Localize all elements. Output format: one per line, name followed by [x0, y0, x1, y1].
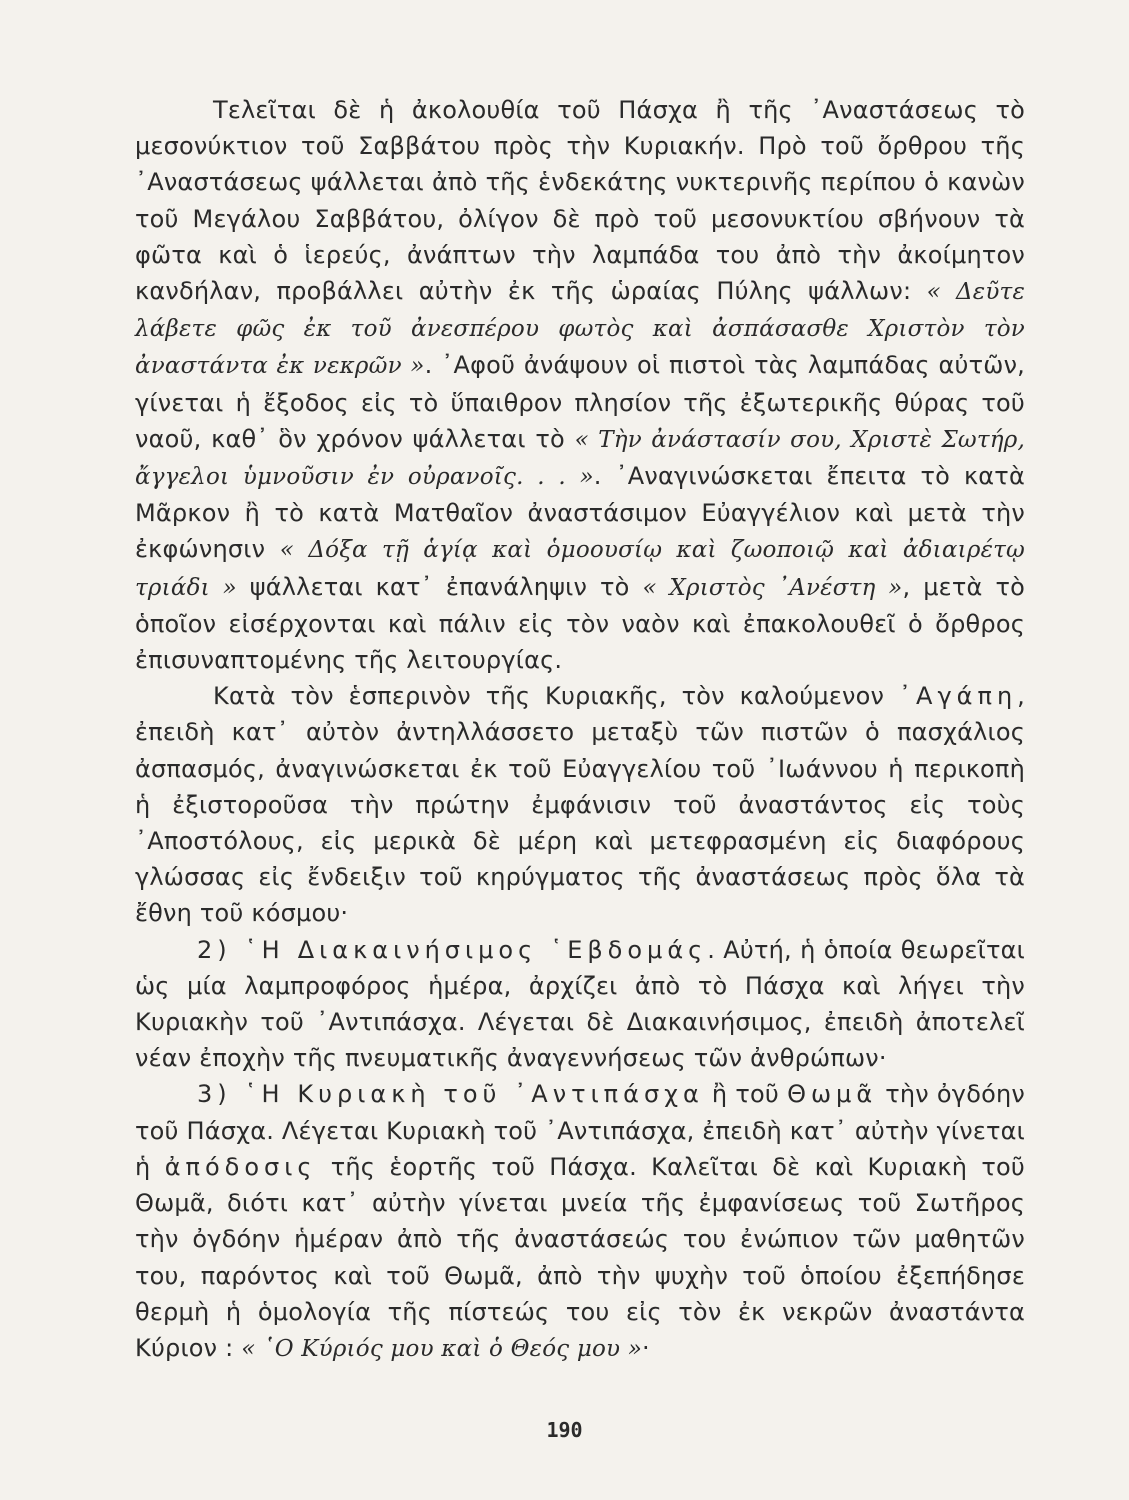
spaced-term-antipascha: ῾Η Κυριακὴ τοῦ ᾿Αντιπάσχα	[244, 1080, 704, 1109]
body-text	[135, 92, 1025, 1367]
text-run: τὴν ὀγδόην τοῦ Πάσχα. Λέγεται Κυριακὴ τοῦ ᾿Αντιπάσχα, ἐπειδὴ κατ᾿ αὐτὴν γίνεται ἡ	[135, 1080, 1025, 1181]
spaced-term-diakainisimos: ῾Η Διακαινήσιμος ῾Εβδομάς	[244, 935, 708, 964]
text-run: τῆς ἑορτῆς τοῦ Πάσχα. Καλεῖται δὲ καὶ Κυριακὴ τοῦ Θωμᾶ, διότι κατ᾿ αὐτὴν γίνεται μνεία τῆς ἐμφανίσεως τοῦ Σωτῆρος τὴν ὀγδόην ἡμέραν ἀπὸ τῆς ἀναστάσεώς του ἐνώπιον τῶν μαθητῶν του, παρόντος καὶ τοῦ Θωμᾶ, ἀπὸ τὴν ψυχὴν τοῦ ὁποίου ἐξεπήδησε θερμὴ ἡ ὁμολογία τῆς πίστεώς του εἰς τὸν ἐκ νεκρῶν ἀναστάντα Κύριον :	[135, 1152, 1025, 1362]
text-run: ἢ τοῦ	[703, 1080, 788, 1109]
text-run: . Αὐτή, ἡ ὁποία θεωρεῖται ὡς μία λαμπροφόρος ἡμέρα, ἀρχίζει ἀπὸ τὸ Πάσχα καὶ λήγει τὴν Κυριακὴν τοῦ ᾿Αντιπάσχα. Λέγεται δὲ Διακαινήσιμος, ἐπειδὴ ἀποτελεῖ νέαν ἐποχὴν τῆς πνευματικῆς ἀναγεννήσεως τῶν ἀνθρώπων·	[135, 935, 1026, 1073]
paragraph-bright-week	[135, 932, 1025, 1077]
page-number: 190	[546, 1418, 583, 1442]
text-run: ψάλλεται κατ᾿ ἐπανάληψιν τὸ	[236, 572, 643, 601]
paragraph-agape-vespers	[135, 678, 1025, 931]
text-run: . ᾿Αφοῦ ἀνάψουν οἱ πιστοὶ τὰς λαμπάδας αὐτῶν, γίνεται ἡ ἔξοδος εἰς τὸ ὕπαιθρον πλησίον τῆς ἐξωτερικῆς θύρας τοῦ ναοῦ, καθ᾿ ὃν χρόνον ψάλλεται τὸ	[135, 351, 1025, 453]
spaced-term-apodosis: ἀπόδοσις	[164, 1152, 317, 1181]
quote-christos-anesti: « Χριστὸς ᾿Ανέστη »	[642, 574, 903, 601]
item-number: 3)	[197, 1080, 245, 1109]
quote-deute-labete: « Δεῦτε λάβετε φῶς ἐκ τοῦ ἀνεσπέρου φωτὸς καὶ ἀσπάσασθε Χριστὸν τὸν ἀναστάντα ἐκ νεκρῶν »	[135, 279, 1025, 380]
text-run: Κατὰ τὸν ἑσπερινὸν τῆς Κυριακῆς, τὸν καλούμενον	[213, 682, 900, 711]
spaced-term-thoma: Θωμᾶ	[787, 1080, 878, 1109]
quote-tin-anastasin: « Τὴν ἀνάστασίν σου, Χριστὲ Σωτήρ, ἄγγελοι ὑμνοῦσιν ἐν οὐρανοῖς. . . »	[135, 426, 1025, 491]
item-number: 2)	[197, 935, 245, 964]
spaced-term-agapi: ᾿Αγάπη	[899, 682, 1018, 711]
quote-o-kyrios-mou: « ῾Ο Κύριός μου καὶ ὁ Θεός μου »	[241, 1335, 642, 1362]
text-run: , μετὰ τὸ ὁποῖον εἰσέρχονται καὶ πάλιν εἰς τὸν ναὸν καὶ ἐπακολουθεῖ ὁ ὄρθρος ἐπισυναπτομένης τῆς λειτουργίας.	[135, 572, 1025, 675]
text-run: Τελεῖται δὲ ἡ ἀκολουθία τοῦ Πάσχα ἢ τῆς ᾿Αναστάσεως τὸ μεσονύκτιον τοῦ Σαββάτου πρὸς τὴν Κυριακήν. Πρὸ τοῦ ὄρθρου τῆς ᾿Αναστάσεως ψάλλεται ἀπὸ τῆς ἑνδεκάτης νυκτερινῆς περίπου ὁ κανὼν τοῦ Μεγάλου Σαββάτου, ὀλίγον δὲ πρὸ τοῦ μεσονυκτίου σβήνουν τὰ φῶτα καὶ ὁ ἱερεύς, ἀνάπτων τὴν λαμπάδα του ἀπὸ τὴν ἀκοίμητον κανδήλαν, προβάλλει αὐτὴν ἐκ τῆς ὡραίας Πύλης ψάλλων:	[135, 96, 1025, 306]
quote-doxa-ti-agia: « Δόξα τῇ ἁγίᾳ καὶ ὁμοουσίῳ καὶ ζωοποιῷ καὶ ἀδιαιρέτῳ τριάδι »	[135, 537, 1025, 601]
text-run: . ᾿Αναγινώσκεται ἔπειτα τὸ κατὰ Μᾶρκον ἢ τὸ κατὰ Ματθαῖον ἀναστάσιμον Εὐαγγέλιον καὶ μετὰ τὴν ἐκφώνησιν	[135, 462, 1025, 564]
paragraph-thomas-sunday	[135, 1076, 1025, 1367]
text-run: ·	[642, 1333, 650, 1362]
paragraph-easter-service	[135, 92, 1025, 678]
text-run: , ἐπειδὴ κατ᾿ αὐτὸν ἀντηλλάσσετο μεταξὺ τῶν πιστῶν ὁ πασχάλιος ἀσπασμός, ἀναγινώσκεται ἐκ τοῦ Εὐαγγελίου τοῦ ᾿Ιωάννου ἡ περικοπὴ ἡ ἐξιστοροῦσα τὴν πρώτην ἐμφάνισιν τοῦ ἀναστάντος εἰς τοὺς ᾿Αποστόλους, εἰς μερικὰ δὲ μέρη καὶ μετεφρασμένη εἰς διαφόρους γλώσσας εἰς ἔνδειξιν τοῦ κηρύγματος τῆς ἀναστάσεως πρὸς ὅλα τὰ ἔθνη τοῦ κόσμου·	[135, 682, 1025, 928]
